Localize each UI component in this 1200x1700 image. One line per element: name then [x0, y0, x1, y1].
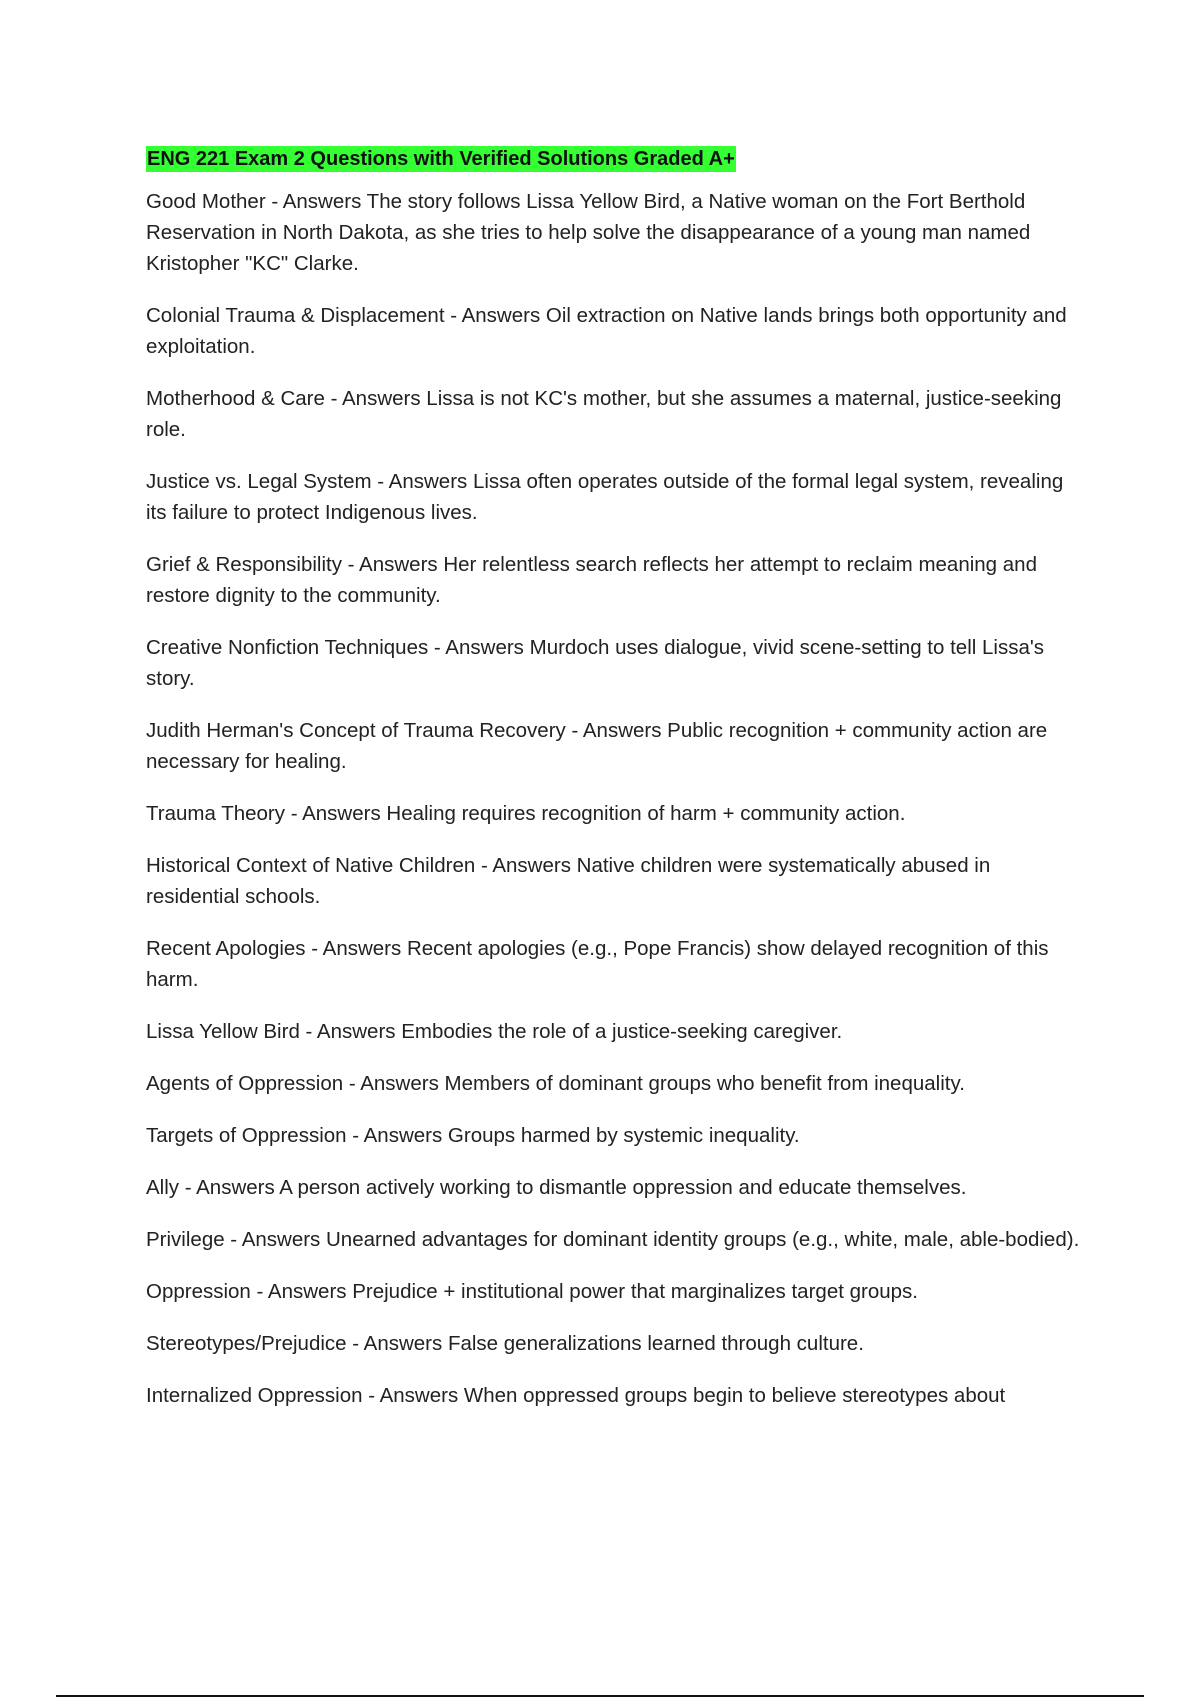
qa-entry: Stereotypes/Prejudice - Answers False generalizations learned through culture. — [146, 1332, 864, 1355]
qa-entry: Privilege - Answers Unearned advantages for dominant identity groups (e.g., white, male, able-bodied). — [146, 1228, 1080, 1251]
title-line — [146, 144, 1086, 176]
qa-entry: Recent Apologies - Answers Recent apologies (e.g., Pope Francis) show delayed recognition of this harm. — [146, 937, 1049, 991]
qa-entry: Internalized Oppression - Answers When oppressed groups begin to believe stereotypes about — [146, 1384, 1006, 1407]
page-bottom-rule — [56, 1695, 1144, 1697]
qa-entry: Targets of Oppression - Answers Groups harmed by systemic inequality. — [146, 1124, 800, 1147]
qa-entry: Good Mother - Answers The story follows Lissa Yellow Bird, a Native woman on the Fort Berthold Reservation in North Dakota, as she tries to help solve the disappearance of a young man named Kristopher "KC" Clarke. — [146, 190, 1031, 275]
qa-entry: Colonial Trauma & Displacement - Answers Oil extraction on Native lands brings both opportunity and exploitation. — [146, 304, 1067, 358]
qa-entry: Grief & Responsibility - Answers Her relentless search reflects her attempt to reclaim meaning and restore dignity to the community. — [146, 553, 1037, 607]
qa-entry: Lissa Yellow Bird - Answers Embodies the role of a justice-seeking caregiver. — [146, 1020, 843, 1043]
document-page — [146, 144, 1086, 1411]
qa-entry: Justice vs. Legal System - Answers Lissa often operates outside of the formal legal system, revealing its failure to protect Indigenous lives. — [146, 470, 1064, 524]
qa-entry: Ally - Answers A person actively working to dismantle oppression and educate themselves. — [146, 1176, 967, 1199]
qa-entry: Trauma Theory - Answers Healing requires recognition of harm + community action. — [146, 802, 906, 825]
qa-entry: Historical Context of Native Children - Answers Native children were systematically abused in residential schools. — [146, 854, 991, 908]
qa-list — [146, 186, 1086, 1411]
qa-entry: Agents of Oppression - Answers Members of dominant groups who benefit from inequality. — [146, 1072, 965, 1095]
qa-entry: Motherhood & Care - Answers Lissa is not KC's mother, but she assumes a maternal, justice-seeking role. — [146, 387, 1062, 441]
qa-entry: Oppression - Answers Prejudice + institutional power that marginalizes target groups. — [146, 1280, 918, 1303]
qa-entry: Judith Herman's Concept of Trauma Recovery - Answers Public recognition + community action are necessary for healing. — [146, 719, 1048, 773]
qa-entry: Creative Nonfiction Techniques - Answers Murdoch uses dialogue, vivid scene-setting to tell Lissa's story. — [146, 636, 1045, 690]
document-title: ENG 221 Exam 2 Questions with Verified Solutions Graded A+ — [147, 148, 735, 170]
